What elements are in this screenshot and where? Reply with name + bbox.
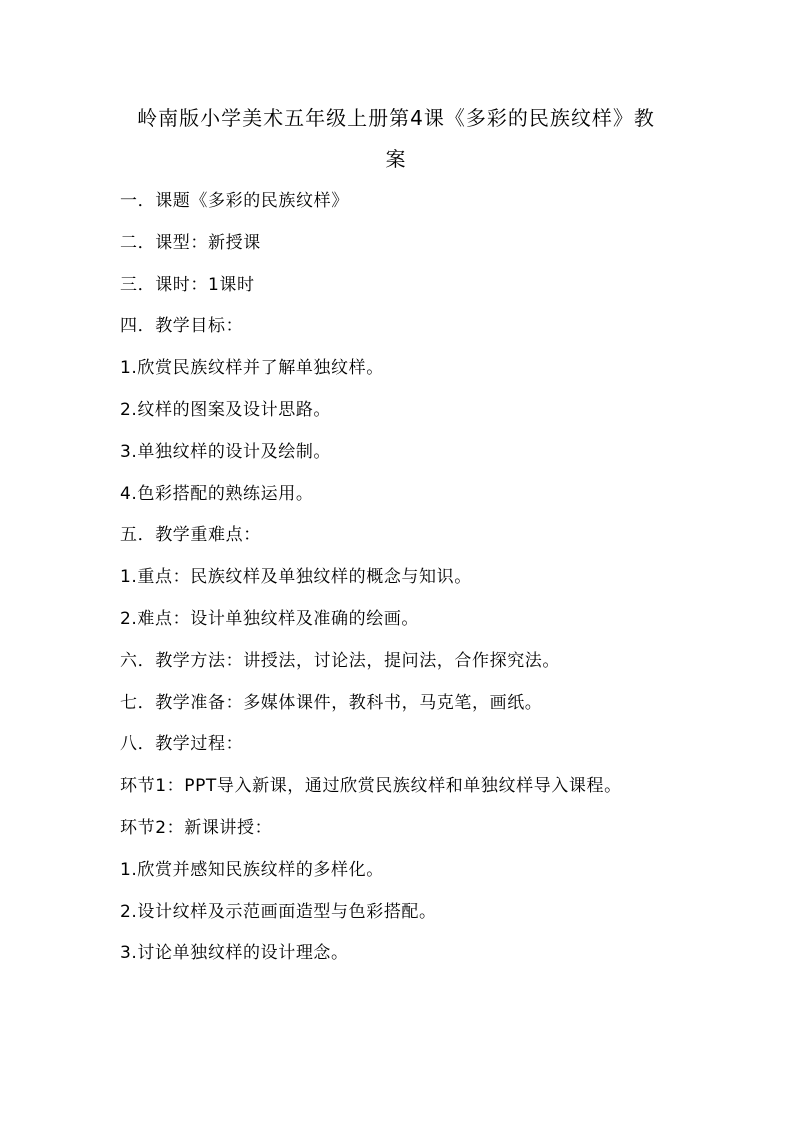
- objective-item: 4.色彩搭配的熟练运用。: [120, 483, 314, 504]
- objective-item: 3.单独纹样的设计及绘制。: [120, 441, 332, 462]
- key-point-item: 1.重点：民族纹样及单独纹样的概念与知识。: [120, 567, 472, 588]
- section-methods: 六．教学方法：讲授法，讨论法，提问法，合作探究法。: [120, 650, 560, 671]
- objective-item: 2.纹样的图案及设计思路。: [120, 399, 332, 420]
- objective-item: 1.欣赏民族纹样并了解单独纹样。: [120, 358, 384, 379]
- process-step: 环节1：PPT导入新课，通过欣赏民族纹样和单独纹样导入课程。: [120, 776, 622, 797]
- document-title: 岭南版小学美术五年级上册第4课《多彩的民族纹样》教 案: [137, 106, 676, 171]
- key-point-item: 2.难点：设计单独纹样及准确的绘画。: [120, 608, 420, 629]
- section-topic: 一．课题《多彩的民族纹样》: [120, 191, 349, 211]
- process-item: 3.讨论单独纹样的设计理念。: [120, 943, 349, 964]
- section-process-heading: 八．教学过程：: [120, 734, 244, 755]
- section-preparation: 七．教学准备：多媒体课件，教科书，马克笔，画纸。: [120, 692, 543, 713]
- process-item: 1.欣赏并感知民族纹样的多样化。: [120, 859, 384, 880]
- section-objectives-heading: 四．教学目标：: [120, 316, 244, 337]
- document-body: [120, 181, 676, 975]
- section-key-points-heading: 五．教学重难点：: [120, 525, 261, 546]
- section-lesson-time: 三．课时：1课时: [120, 274, 255, 295]
- process-step: 环节2：新课讲授：: [120, 817, 273, 838]
- section-lesson-type: 二．课型：新授课: [120, 232, 261, 253]
- process-item: 2.设计纹样及示范画面造型与色彩搭配。: [120, 901, 437, 922]
